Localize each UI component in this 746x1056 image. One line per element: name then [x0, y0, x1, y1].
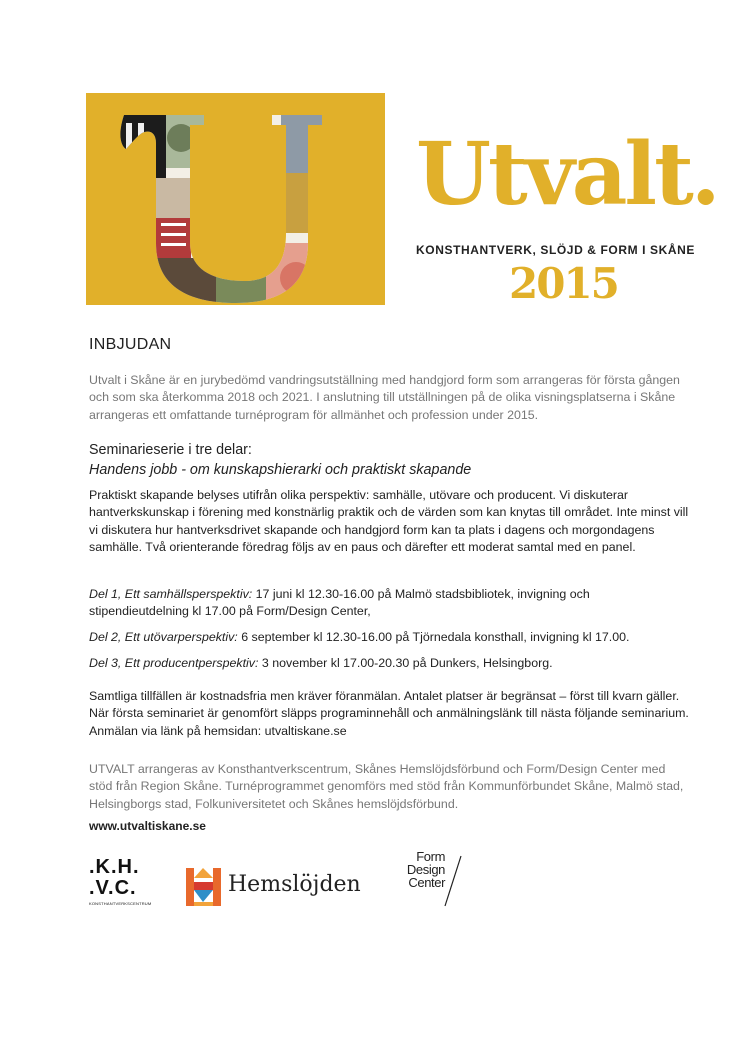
seminar-description: Praktiskt skapande belyses utifrån olika perspektiv: samhälle, utövare och producent. Vi diskuterar hantverkskunskap i förening med konstnärlig praktik och de värden som kan knytas till området. Inte minst vill vi diskutera hur hantverksdrivet skapande och handgjord form kan ta plats i dagens och morgondagens samhälle. Två orienterande föredrag följs av en paus och därefter ett moderat samtal med en panel. [89, 488, 689, 555]
fdc-line-1: Form [416, 849, 445, 864]
form-design-center-logo [395, 850, 470, 910]
fdc-line-3: Center [408, 875, 445, 890]
slash-icon [439, 850, 463, 910]
part-label: Del 2, Ett utövarperspektiv: [89, 630, 238, 644]
part-text: 3 november kl 17.00-20.30 på Dunkers, Helsingborg. [258, 656, 553, 670]
khvc-row-2: .V.C. [89, 877, 137, 899]
logo-year: 2015 [509, 259, 618, 308]
seminar-part-3 [89, 655, 689, 672]
seminar-title: Seminarieserie i tre delar: [89, 442, 252, 458]
utvalt-logo [416, 124, 718, 235]
logo-word: Utvalt. [416, 124, 718, 225]
part-label: Del 3, Ett producentperspektiv: [89, 656, 259, 670]
organizers-paragraph: UTVALT arrangeras av Konsthantverkscentrum, Skånes Hemslöjdsförbund och Form/Design Center med stöd från Region Skåne. Turnéprogrammet genomförs med stöd från Kommunförbundet Skåne, Malmö stad, Helsingborgs stad, Folkuniversitetet och Skånes hemslöjdsförbund. [89, 762, 684, 811]
khvc-caption: KONSTHANTVERKSCENTRUM [89, 901, 152, 906]
seminar-part-1 [89, 586, 689, 621]
hero-image [86, 93, 385, 305]
intro-paragraph: Utvalt i Skåne är en jurybedömd vandringsutställning med handgjord form som arrangeras för första gången och som ska återkomma 2018 och 2021. I anslutning till utställningen på de olika visningsplatserna i Skåne arrangeras ett omfattande turnéprogram för allmänhet och profession under 2015. [89, 373, 680, 422]
seminar-part-2 [89, 629, 689, 646]
khvc-logo [89, 856, 152, 909]
khvc-row-1: .K.H. [89, 856, 140, 878]
logo-tagline: KONSTHANTVERK, SLÖJD & FORM I SKÅNE [416, 243, 696, 257]
part-text: 17 juni kl 12.30-16.00 på Malmö stadsbibliotek, invigning och stipendieutdelning kl 17.00 på Form/Design Center, [89, 587, 590, 619]
fdc-line-2: Design [406, 862, 445, 877]
hemslojden-name: Hemslöjden [228, 872, 361, 897]
part-label: Del 1, Ett samhällsperspektiv: [89, 587, 253, 601]
u-collage-graphic [86, 93, 385, 305]
seminar-subtitle: Handens jobb - om kunskapshierarki och praktiskt skapande [89, 462, 472, 478]
hemslojden-mark-icon [186, 864, 222, 906]
page-heading: INBJUDAN [89, 336, 172, 353]
registration-paragraph: Samtliga tillfällen är kostnadsfria men kräver föranmälan. Antalet platser är begränsat – först till kvarn gäller. När första seminariet är genomfört släpps programinnehåll och anmälningslänk till nästa följande seminarium. Anmälan via länk på hemsidan: utvaltiskane.se [89, 689, 689, 738]
website-link[interactable]: www.utvaltiskane.se [89, 819, 206, 833]
part-text: 6 september kl 12.30-16.00 på Tjörnedala konsthall, invigning kl 17.00. [237, 630, 630, 644]
